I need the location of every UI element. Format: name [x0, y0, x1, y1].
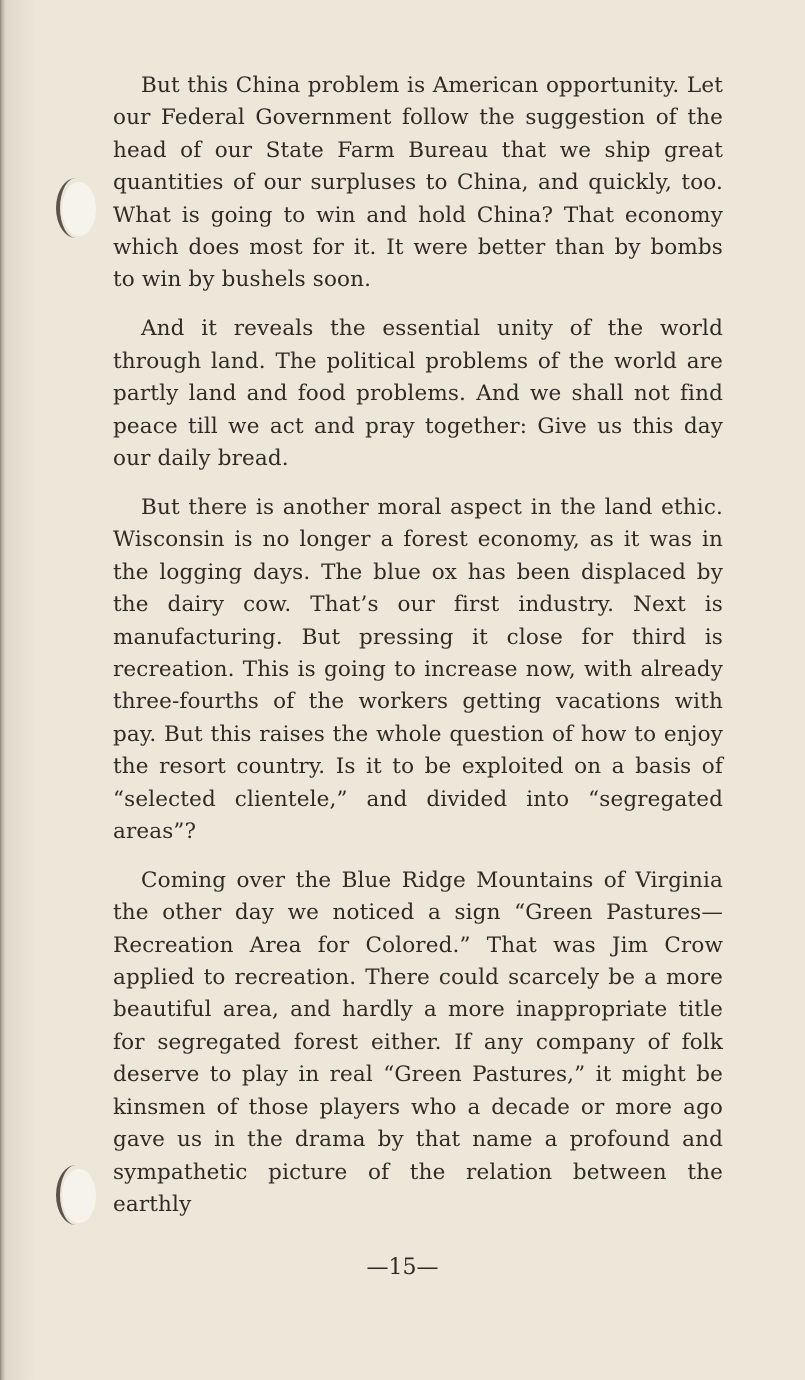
paragraph-china: But this China problem is American opportunity. Let our Federal Government follow the suggestion of the head of our State Farm Bureau that we ship great quantities of our surpluses to China, and quickly, too. What is going to win and hold China? That economy which does most for it. It were better than by bombs to win by bushels soon.: [113, 73, 723, 293]
page-shadow: [6, 0, 36, 1380]
binding-hole-bottom: [52, 1165, 96, 1229]
paragraph-green-pastures: Coming over the Blue Ridge Mountains of Virginia the other day we noticed a sign “Green Pastures—Recreation Area for Colored.” That was Jim Crow applied to recreation. There could scarcely be a more beautiful area, and hardly a more inappropriate title for segregated forest either. If any company of folk deserve to play in real “Green Pastures,” it might be kinsmen of those players who a decade or more ago gave us in the drama by that name a profound and sympathetic picture of the relation between the earthly: [113, 867, 723, 1217]
page-number: —15—: [366, 1255, 439, 1280]
binding-hole-top: [52, 178, 96, 242]
paragraph-land-ethic: But there is another moral aspect in the land ethic. Wisconsin is no longer a forest economy, as it was in the logging days. The blue ox has been displaced by the dairy cow. That’s our first industry. Next is manufacturing. But pressing it close for third is recreation. This is going to increase now, with already three-fourths of the workers getting vacations with pay. But this raises the whole question of how to enjoy the resort country. Is it to be exploited on a basis of “selected clientele,” and divided into “segregated areas”?: [113, 494, 723, 844]
text-column: [113, 70, 723, 1238]
paragraph-unity: And it reveals the essential unity of the world through land. The political problems of the world are partly land and food problems. And we shall not find peace till we act and pray together: Give us this day our daily bread.: [113, 316, 723, 471]
